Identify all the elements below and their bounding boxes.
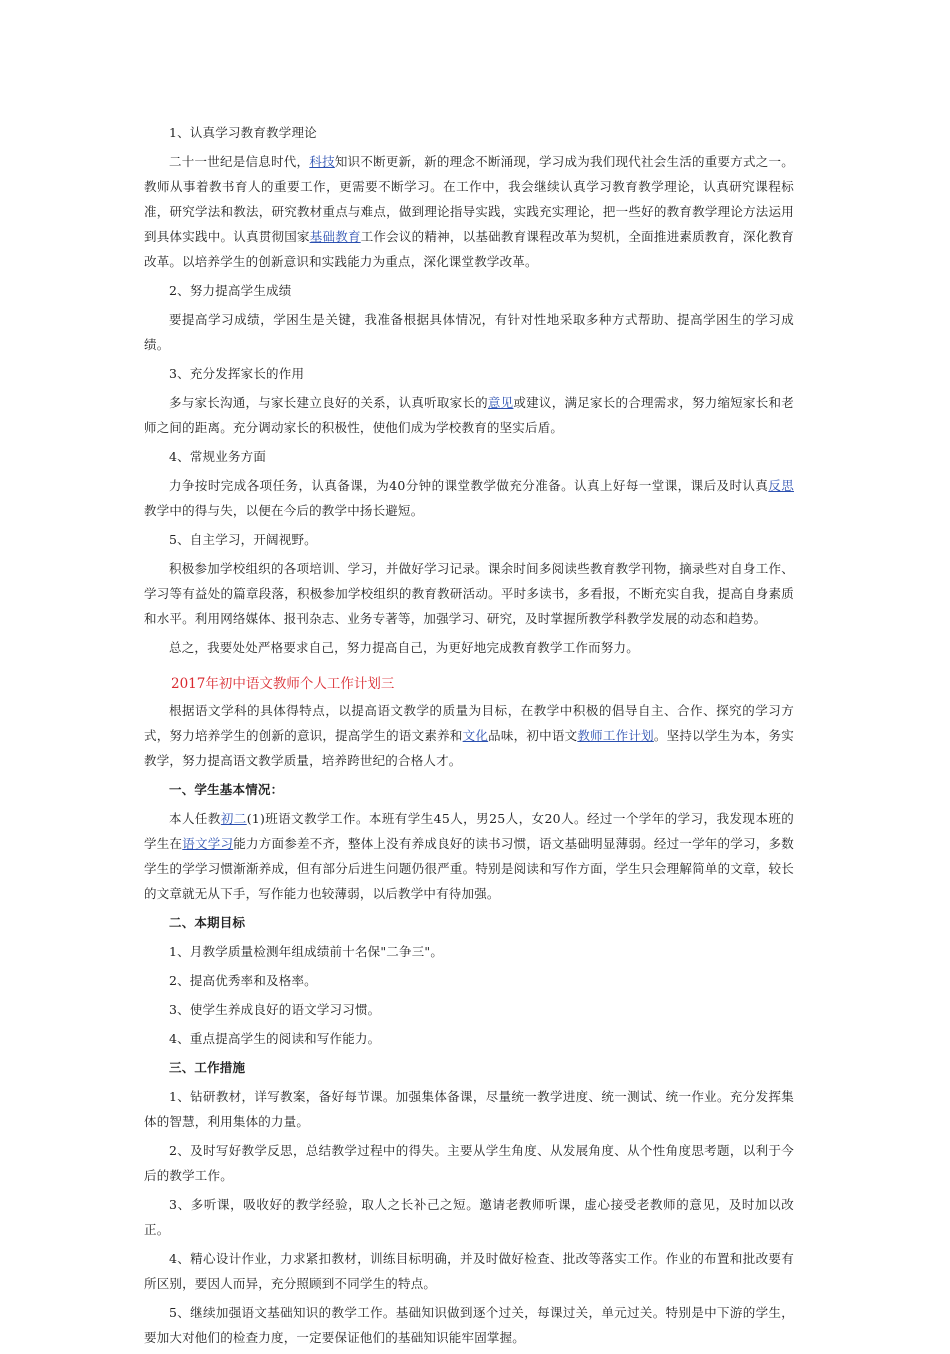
heading-4: 4、常规业务方面 [169, 449, 267, 464]
goal-item: 4、重点提高学生的阅读和写作能力。 [169, 1031, 381, 1046]
link-wenhua[interactable]: 文化 [462, 728, 489, 743]
subheading-measures: 三、工作措施 [169, 1060, 246, 1075]
heading-1: 1、认真学习教育教学理论 [169, 125, 317, 140]
intro-paragraph: 根据语文学科的具体得特点，以提高语文教学的质量为目标，在教学中积极的倡导自主、合作、探究的学习方式，努力培养学生的创新的意识，提高学生的语文素养和文化品味，初中语文教师工作计划。坚持以学生为本，务实教学，努力提高语文教学质量，培养跨世纪的合格人才。 [144, 703, 794, 768]
paragraph-6: 总之，我要处处严格要求自己，努力提高自己，为更好地完成教育教学工作而努力。 [169, 640, 639, 655]
document-body [144, 120, 794, 1354]
link-yijian[interactable]: 意见 [487, 395, 514, 410]
paragraph-4: 力争按时完成各项任务，认真备课，为40分钟的课堂教学做充分准备。认真上好每一堂课，课后及时认真反思教学中的得与失，以便在今后的教学中扬长避短。 [144, 478, 794, 518]
measure-item: 2、及时写好教学反思，总结教学过程中的得失。主要从学生角度、从发展角度、从个性角度思考题，以利于今后的教学工作。 [144, 1143, 794, 1183]
paragraph-5: 积极参加学校组织的各项培训、学习，并做好学习记录。课余时间多阅读些教育教学刊物，摘录些对自身工作、学习等有益处的篇章段落，积极参加学校组织的教育教研活动。平时多读书，多看报，不断充实自我，提高自身素质和水平。利用网络媒体、报刊杂志、业务专著等，加强学习、研究，及时掌握所教学科教学发展的动态和趋势。 [144, 561, 794, 626]
subheading-goals: 二、本期目标 [169, 915, 246, 930]
link-jichujiaoyu[interactable]: 基础教育 [309, 229, 361, 244]
goal-item: 2、提高优秀率和及格率。 [169, 973, 317, 988]
paragraph-3: 多与家长沟通，与家长建立良好的关系，认真听取家长的意见或建议，满足家长的合理需求，努力缩短家长和老师之间的距离。充分调动家长的积极性，使他们成为学校教育的坚实后盾。 [144, 395, 794, 435]
paragraph-2: 要提高学习成绩，学困生是关键，我准备根据具体情况，有针对性地采取多种方式帮助、提高学困生的学习成绩。 [144, 312, 794, 352]
heading-5: 5、自主学习，开阔视野。 [169, 532, 317, 547]
link-jiaoshi-gongzuo-jihua[interactable]: 教师工作计划 [577, 728, 654, 743]
heading-2: 2、努力提高学生成绩 [169, 283, 292, 298]
link-keji[interactable]: 科技 [309, 154, 335, 169]
link-chuer[interactable]: 初二 [220, 811, 247, 826]
link-fansi[interactable]: 反思 [768, 478, 794, 493]
subheading-students: 一、学生基本情况： [169, 782, 284, 797]
goal-item: 1、月教学质量检测年组成绩前十名保"二争三"。 [169, 944, 444, 959]
measure-item: 5、继续加强语文基础知识的教学工作。基础知识做到逐个过关，每课过关，单元过关。特别是中下游的学生，要加大对他们的检查力度，一定要保证他们的基础知识能牢固掌握。 [144, 1305, 794, 1345]
section-title: 2017年初中语文教师个人工作计划三 [171, 676, 395, 692]
link-yuwen-xuexi[interactable]: 语文学习 [182, 836, 234, 851]
measure-item: 4、精心设计作业，力求紧扣教材，训练目标明确，并及时做好检查、批改等落实工作。作业的布置和批改要有所区别，要因人而异，充分照顾到不同学生的特点。 [144, 1251, 794, 1291]
heading-3: 3、充分发挥家长的作用 [169, 366, 305, 381]
measure-item: 1、钻研教材，详写教案，备好每节课。加强集体备课，尽量统一教学进度、统一测试、统一作业。充分发挥集体的智慧，利用集体的力量。 [144, 1089, 794, 1129]
paragraph-1: 二十一世纪是信息时代，科技知识不断更新，新的理念不断涌现，学习成为我们现代社会生活的重要方式之一。教师从事着教书育人的重要工作，更需要不断学习。在工作中，我会继续认真学习教育教学理论，认真研究课程标准，研究学法和教法，研究教材重点与难点，做到理论指导实践，实践充实理论，把一些好的教育教学理论方法运用到具体实践中。认真贯彻国家基础教育工作会议的精神，以基础教育课程改革为契机，全面推进素质教育，深化教育改革。以培养学生的创新意识和实践能力为重点，深化课堂教学改革。 [144, 154, 795, 269]
students-paragraph: 本人任教初二(1)班语文教学工作。本班有学生45人，男25人，女20人。经过一个学年的学习，我发现本班的学生在语文学习能力方面参差不齐，整体上没有养成良好的读书习惯，语文基础明显薄弱。经过一学年的学习，多数学生的学学习惯渐渐养成，但有部分后进生问题仍很严重。特别是阅读和写作方面，学生只会理解简单的文章，较长的文章就无从下手，写作能力也较薄弱，以后教学中有待加强。 [144, 811, 794, 901]
measure-item: 3、多听课，吸收好的教学经验，取人之长补己之短。邀请老教师听课，虚心接受老教师的意见，及时加以改正。 [144, 1197, 794, 1237]
goal-item: 3、使学生养成良好的语文学习习惯。 [169, 1002, 381, 1017]
